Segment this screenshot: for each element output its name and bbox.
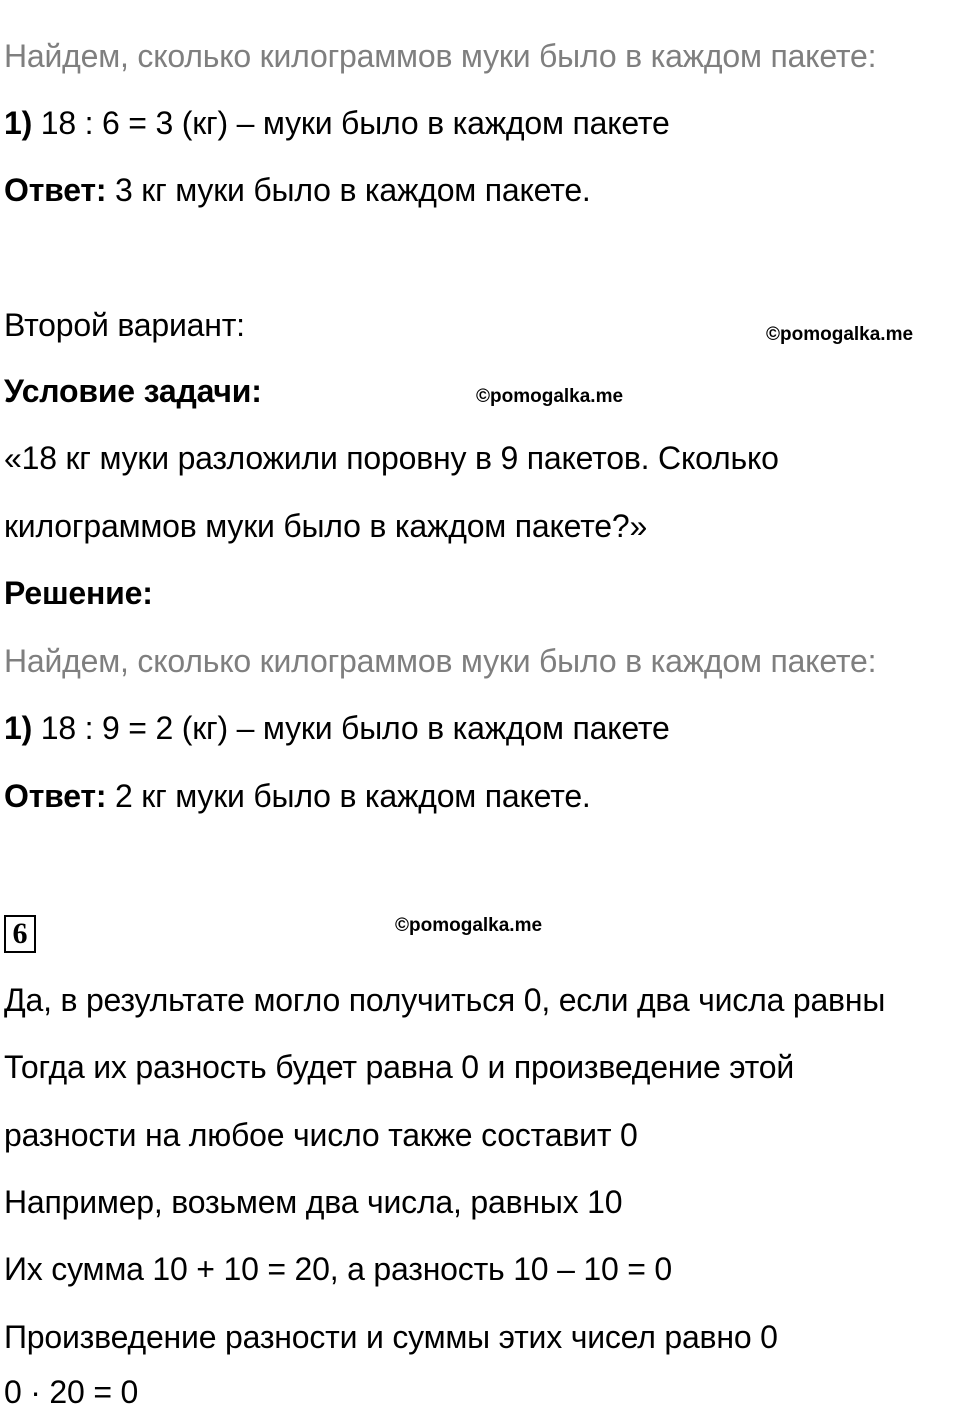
task-number-badge: 6 xyxy=(4,915,36,953)
watermark: ©pomogalka.me xyxy=(766,324,914,345)
answer-label: Ответ: xyxy=(4,778,107,814)
find-instruction-2: Найдем, сколько килограммов муки было в каждом пакете: xyxy=(4,643,877,679)
solution-step-2 xyxy=(4,708,670,748)
answer-line-1 xyxy=(4,170,591,210)
find-instruction-1: Найдем, сколько килограммов муки было в каждом пакете: xyxy=(4,38,877,74)
answer-text: 3 кг муки было в каждом пакете. xyxy=(106,172,591,208)
watermark: ©pomogalka.me xyxy=(476,386,624,407)
task6-line: 0 · 20 = 0 xyxy=(4,1374,139,1410)
task6-line: Их сумма 10 + 10 = 20, а разность 10 – 10 = 0 xyxy=(4,1251,673,1287)
step-number: 1) xyxy=(4,710,33,746)
step-text: 18 : 9 = 2 (кг) – муки было в каждом пакете xyxy=(32,710,670,746)
task6-line: Произведение разности и суммы этих чисел равно 0 xyxy=(4,1319,778,1355)
step-text: 18 : 6 = 3 (кг) – муки было в каждом пакете xyxy=(32,105,670,141)
solution-label: Решение: xyxy=(4,575,153,611)
answer-label: Ответ: xyxy=(4,172,107,208)
task6-line: Например, возьмем два числа, равных 10 xyxy=(4,1184,623,1220)
condition-text-line-1: «18 кг муки разложили поровну в 9 пакетов. Сколько xyxy=(4,440,779,476)
step-number: 1) xyxy=(4,105,33,141)
answer-text: 2 кг муки было в каждом пакете. xyxy=(106,778,591,814)
solution-step-1 xyxy=(4,103,670,143)
answer-line-2 xyxy=(4,776,591,816)
task6-line: разности на любое число также составит 0 xyxy=(4,1117,638,1153)
watermark: ©pomogalka.me xyxy=(395,915,543,936)
condition-text-line-2: килограммов муки было в каждом пакете?» xyxy=(4,508,648,544)
condition-label: Условие задачи: xyxy=(4,373,262,409)
task6-line: Тогда их разность будет равна 0 и произведение этой xyxy=(4,1049,795,1085)
variant-heading: Второй вариант: xyxy=(4,307,245,343)
task6-line: Да, в результате могло получиться 0, если два числа равны xyxy=(4,982,886,1018)
